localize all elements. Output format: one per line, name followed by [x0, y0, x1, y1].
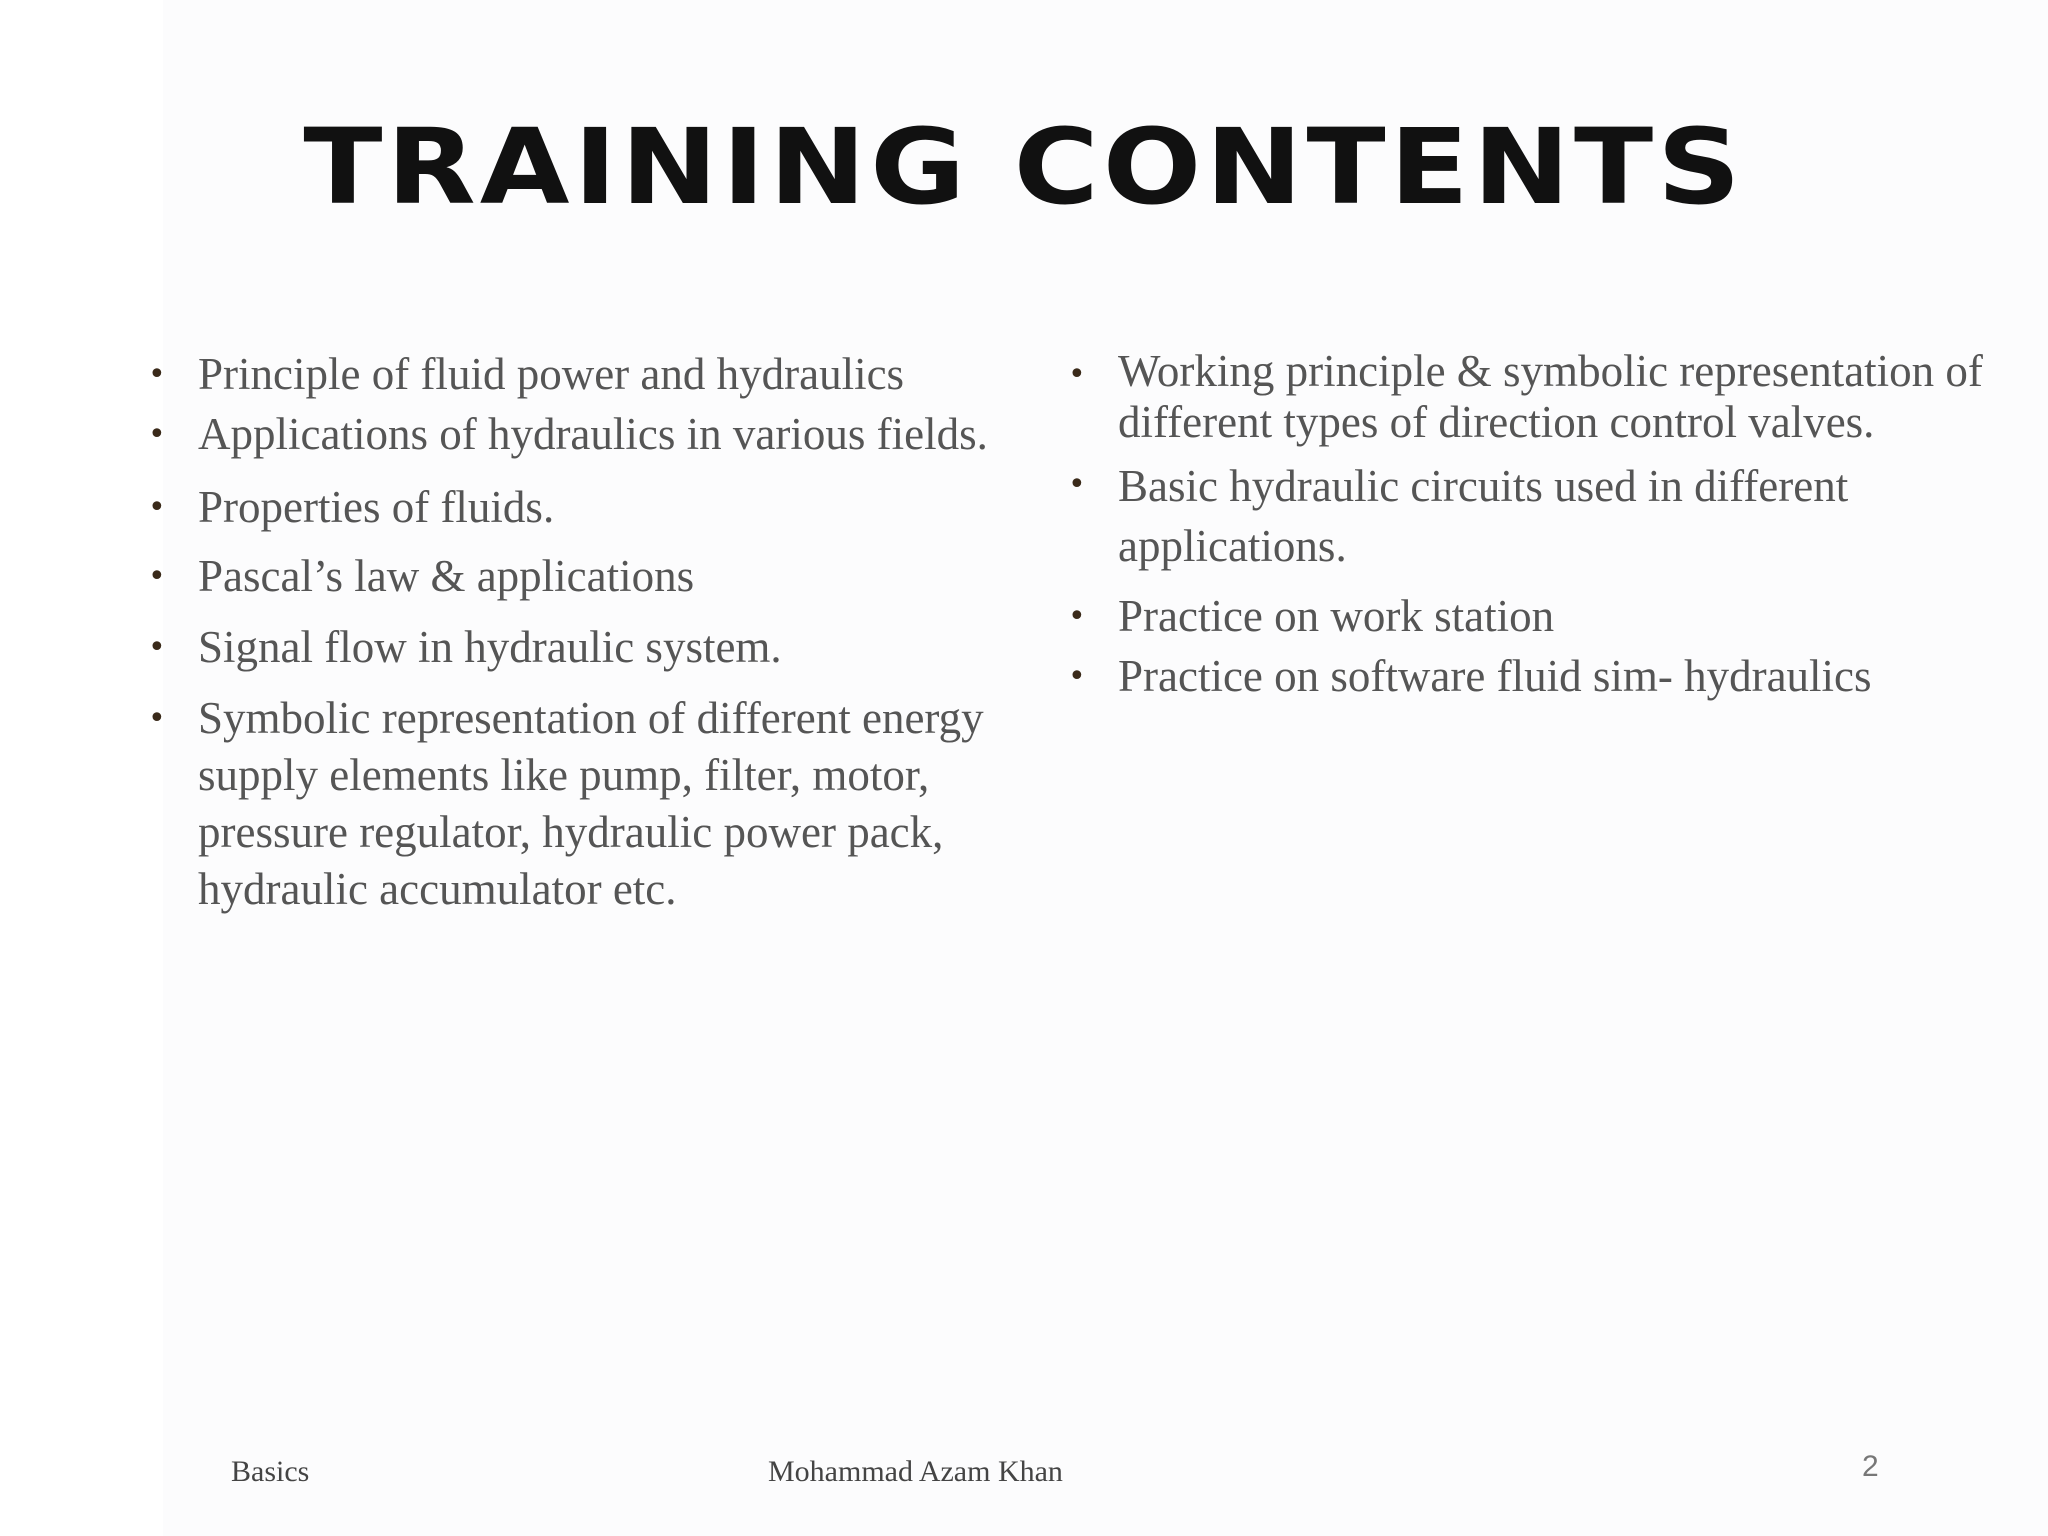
bullet-text: Signal flow in hydraulic system. — [198, 622, 782, 672]
bullet-icon: • — [1068, 467, 1086, 502]
bullet-icon: • — [148, 630, 166, 665]
bullet-text: Practice on work station — [1118, 591, 1555, 641]
bullet-icon: • — [1068, 599, 1086, 634]
bullet-icon: • — [1068, 659, 1086, 694]
bullet-item — [1062, 588, 2002, 645]
bullet-item — [1062, 648, 2002, 705]
bullet-text: Pascal’s law & applications — [198, 551, 695, 601]
left-bullet-list — [142, 346, 1062, 918]
slide-title: TRAINING CONTENTS — [303, 106, 1745, 229]
bullet-item — [142, 548, 1062, 605]
bullet-icon: • — [1068, 357, 1086, 392]
bullet-text: Basic hydraulic circuits used in different applications. — [1118, 461, 1849, 571]
bullet-icon: • — [148, 701, 166, 736]
bullet-item — [142, 346, 1062, 403]
bullet-text: Properties of fluids. — [198, 482, 555, 532]
bullet-icon: • — [148, 490, 166, 525]
footer-section-label: Basics — [231, 1455, 310, 1488]
bullet-item — [142, 690, 1062, 918]
slide-number: 2 — [1862, 1450, 1879, 1483]
bullet-text: Practice on software fluid sim- hydraulics — [1118, 651, 1872, 701]
bullet-item — [142, 479, 1062, 536]
bullet-text: Symbolic representation of different energy supply elements like pump, filter, motor, pressure regulator, hydraulic power pack, hydraulic accumulator etc. — [198, 693, 984, 914]
bullet-item — [1062, 346, 2002, 448]
bullet-text: Applications of hydraulics in various fields. — [198, 409, 988, 459]
bullet-item — [1062, 456, 2002, 576]
bullet-text: Working principle & symbolic representation of different types of direction control valves. — [1118, 346, 1983, 447]
bullet-icon: • — [148, 357, 166, 392]
bullet-icon: • — [148, 417, 166, 452]
bullet-item — [142, 619, 1062, 676]
bullet-item — [142, 406, 1062, 463]
footer-author: Mohammad Azam Khan — [768, 1455, 1063, 1488]
right-bullet-list — [1062, 346, 2002, 705]
bullet-icon: • — [148, 559, 166, 594]
bullet-text: Principle of fluid power and hydraulics — [198, 349, 905, 399]
